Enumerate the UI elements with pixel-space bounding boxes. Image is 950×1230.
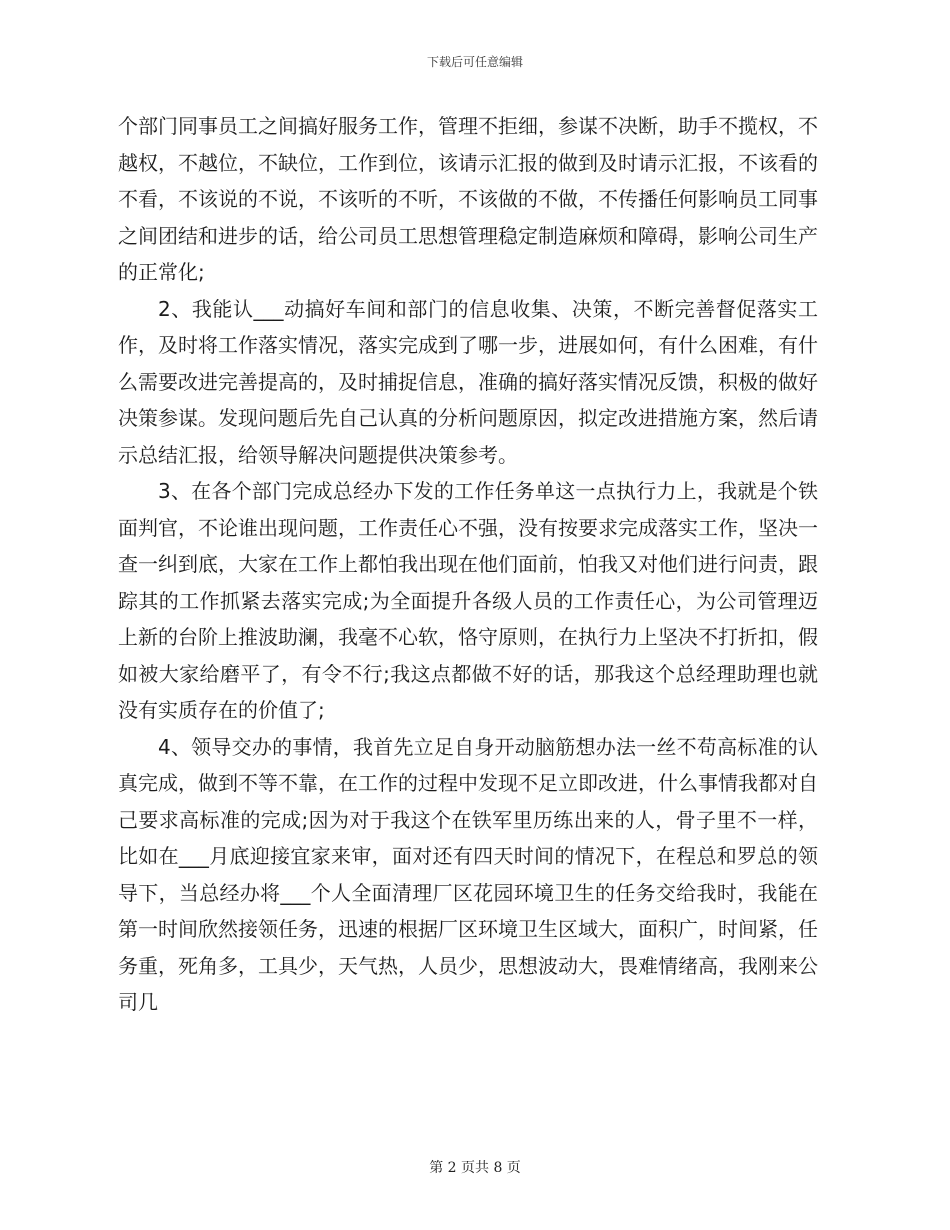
paragraph-item-3: 3、在各个部门完成总经办下发的工作任务单这一点执行力上，我就是个铁面判官，不论谁出现问题，工作责任心不强，没有按要求完成落实工作，坚决一查一纠到底，大家在工作上都怕我出现在他们面前，怕我又对他们进行问责，跟踪其的工作抓紧去落实完成;为全面提升各级人员的工作责任心，为公司管理迈上新的台阶上推波助澜，我毫不心软，恪守原则，在执行力上坚决不打折扣，假如被大家给磨平了，有令不行;我这点都做不好的话，那我这个总经理助理也就没有实质存在的价值了; [118,479,818,722]
paragraph-continuation: 个部门同事员工之间搞好服务工作，管理不拒细，参谋不决断，助手不揽权，不越权，不越位，不缺位，工作到位，该请示汇报的做到及时请示汇报，不该看的不看，不该说的不说，不该听的不听，不该做的不做，不传播任何影响员工同事之间团结和进步的话，给公司员工思想管理稳定制造麻烦和障碍，影响公司生产的正常化; [118,114,818,284]
paragraph-item-2: 2、我能认___动搞好车间和部门的信息收集、决策，不断完善督促落实工作，及时将工作落实情况，落实完成到了哪一步，进展如何，有什么困难，有什么需要改进完善提高的，及时捕捉信息，准确的搞好落实情况反馈，积极的做好决策参谋。发现问题后先自己认真的分析问题原因，拟定改进措施方案，然后请示总结汇报，给领导解决问题提供决策参考。 [118,296,818,467]
document-body [118,108,818,1021]
page-header: 下载后可任意编辑 [426,55,523,69]
paragraph-item-4: 4、领导交办的事情，我首先立足自身开动脑筋想办法一丝不苟高标准的认真完成，做到不等不靠，在工作的过程中发现不足立即改进，什么事情我都对自己要求高标准的完成;因为对于我这个在铁军里历练出来的人，骨子里不一样，比如在___月底迎接宜家来审，面对还有四天时间的情况下，在程总和罗总的领导下，当总经办将___个人全面清理厂区花园环境卫生的任务交给我时，我能在第一时间欣然接领任务，迅速的根据厂区环境卫生区域大，面积广，时间紧，任务重，死角多，工具少，天气热，人员少，思想波动大，畏难情绪高，我刚来公司几 [118,734,818,1014]
page-number: 第 2 页共 8 页 [429,1160,521,1176]
